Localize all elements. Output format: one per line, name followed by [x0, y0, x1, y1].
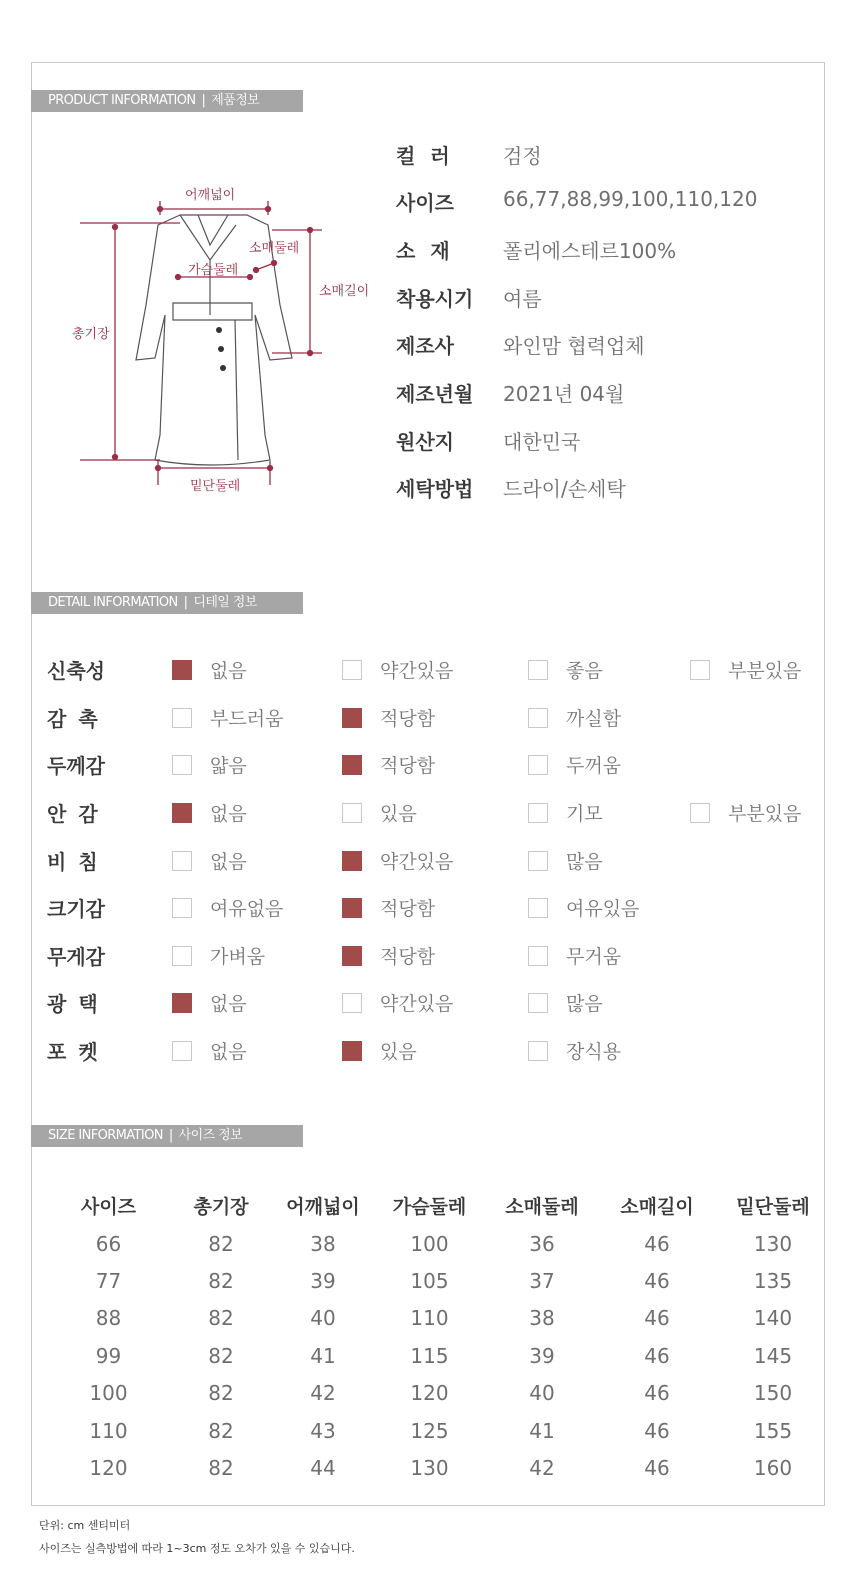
- checked-checkbox: [342, 946, 362, 966]
- unchecked-checkbox: [172, 946, 192, 966]
- table-cell: 38: [529, 1306, 555, 1331]
- detail-option-label: 없음: [210, 1041, 247, 1063]
- size-table: [50, 1185, 828, 1487]
- info-value: 검정: [503, 144, 542, 168]
- coat-diagram: [60, 175, 390, 505]
- detail-label: 크기감: [47, 897, 105, 921]
- checked-checkbox: [342, 851, 362, 871]
- table-cell: 105: [410, 1269, 449, 1294]
- detail-option-label: 없음: [210, 851, 247, 873]
- checked-checkbox: [172, 660, 192, 680]
- product-info-separator: |: [201, 93, 206, 108]
- table-cell: 130: [410, 1456, 449, 1481]
- info-value: 2021년 04월: [503, 382, 625, 406]
- detail-label: 감촉: [47, 707, 110, 731]
- table-row: [50, 1262, 828, 1299]
- unchecked-checkbox: [528, 1041, 548, 1061]
- product-info-header: [31, 90, 303, 112]
- table-cell: 39: [310, 1269, 336, 1294]
- detail-option-label: 약간있음: [380, 660, 454, 682]
- table-cell: 100: [89, 1381, 128, 1406]
- info-label: 사이즈: [396, 191, 454, 215]
- table-cell: 88: [95, 1306, 122, 1331]
- table-cell: 66: [95, 1231, 122, 1256]
- table-row: [50, 1337, 828, 1374]
- table-cell: 135: [753, 1269, 793, 1294]
- table-cell: 46: [644, 1231, 670, 1256]
- detail-option-label: 여유없음: [210, 898, 284, 920]
- detail-option-label: 장식용: [566, 1041, 622, 1063]
- size-column-header: 사이즈: [80, 1195, 137, 1218]
- info-label: 원산지: [396, 430, 454, 454]
- unchecked-checkbox: [172, 755, 192, 775]
- detail-info-title-ko: 디테일 정보: [193, 595, 257, 610]
- table-cell: 82: [208, 1269, 234, 1294]
- size-info-header: [31, 1125, 303, 1147]
- size-column-header: 소매둘레: [505, 1195, 579, 1218]
- size-table-header: [50, 1185, 828, 1225]
- table-cell: 41: [310, 1343, 336, 1368]
- info-value: 폴리에스테르100%: [503, 239, 677, 263]
- detail-info-separator: |: [183, 595, 188, 610]
- detail-option-label: 적당함: [380, 708, 436, 730]
- unchecked-checkbox: [528, 803, 548, 823]
- detail-label: 안감: [47, 802, 110, 826]
- unchecked-checkbox: [690, 803, 710, 823]
- detail-info-title-en: DETAIL INFORMATION: [48, 595, 178, 610]
- info-label: 세탁방법: [396, 477, 474, 501]
- size-table-body: [50, 1225, 828, 1487]
- table-cell: 100: [410, 1231, 449, 1256]
- unchecked-checkbox: [690, 660, 710, 680]
- info-label: 컬러: [396, 144, 465, 168]
- detail-option-label: 적당함: [380, 946, 436, 968]
- table-cell: 41: [529, 1418, 555, 1443]
- detail-option-label: 부분있음: [728, 660, 802, 682]
- unchecked-checkbox: [342, 660, 362, 680]
- detail-option-label: 여유있음: [566, 898, 640, 920]
- detail-option-label: 적당함: [380, 898, 436, 920]
- size-info-title-en: SIZE INFORMATION: [48, 1128, 163, 1143]
- table-cell: 160: [753, 1456, 793, 1481]
- table-cell: 46: [644, 1343, 670, 1368]
- table-cell: 120: [89, 1456, 128, 1481]
- tolerance-note: 사이즈는 실측방법에 따라 1~3cm 정도 오차가 있을 수 있습니다.: [39, 1542, 355, 1555]
- table-row: [50, 1300, 828, 1337]
- table-cell: 82: [208, 1456, 234, 1481]
- table-cell: 46: [644, 1418, 670, 1443]
- info-value: 66,77,88,99,100,110,120: [503, 187, 758, 211]
- table-cell: 46: [644, 1306, 670, 1331]
- unchecked-checkbox: [172, 1041, 192, 1061]
- table-cell: 110: [89, 1418, 128, 1443]
- sleeve-circ-label: 소매둘레: [249, 241, 300, 256]
- chest-label: 가슴둘레: [188, 263, 239, 278]
- table-cell: 44: [310, 1456, 336, 1481]
- table-cell: 82: [208, 1418, 234, 1443]
- detail-label: 포켓: [47, 1040, 110, 1064]
- detail-option-label: 없음: [210, 993, 247, 1015]
- unchecked-checkbox: [528, 946, 548, 966]
- unchecked-checkbox: [528, 755, 548, 775]
- detail-option-label: 많음: [566, 993, 603, 1015]
- table-cell: 125: [410, 1418, 449, 1443]
- detail-label: 두께감: [47, 754, 105, 778]
- unchecked-checkbox: [172, 898, 192, 918]
- table-cell: 46: [644, 1456, 670, 1481]
- detail-option-label: 있음: [380, 803, 417, 825]
- size-info-separator: |: [168, 1128, 173, 1143]
- table-cell: 140: [753, 1306, 793, 1331]
- size-column-header: 총기장: [193, 1195, 249, 1218]
- info-value: 와인맘 협력업체: [503, 334, 645, 358]
- info-label: 착용시기: [396, 287, 474, 311]
- table-cell: 46: [644, 1381, 670, 1406]
- table-cell: 42: [310, 1381, 336, 1406]
- detail-label: 광택: [47, 992, 110, 1016]
- detail-option-label: 부분있음: [728, 803, 802, 825]
- checked-checkbox: [342, 708, 362, 728]
- table-cell: 36: [529, 1231, 555, 1256]
- info-label: 제조사: [396, 334, 454, 358]
- detail-option-label: 까실함: [566, 708, 622, 730]
- size-column-header: 밑단둘레: [736, 1195, 810, 1218]
- unchecked-checkbox: [528, 993, 548, 1013]
- size-info-title-ko: 사이즈 정보: [178, 1128, 242, 1143]
- detail-option-label: 얇음: [210, 755, 247, 777]
- size-column-header: 어깨넓이: [286, 1195, 360, 1218]
- detail-option-label: 두꺼움: [566, 755, 622, 777]
- detail-option-label: 약간있음: [380, 851, 454, 873]
- unchecked-checkbox: [528, 708, 548, 728]
- table-cell: 43: [310, 1418, 336, 1443]
- detail-option-label: 없음: [210, 660, 247, 682]
- table-cell: 82: [208, 1231, 234, 1256]
- detail-label: 무게감: [47, 945, 105, 969]
- info-value: 여름: [503, 287, 542, 311]
- detail-option-label: 많음: [566, 851, 603, 873]
- table-cell: 37: [529, 1269, 555, 1294]
- shoulder-label: 어깨넓이: [185, 188, 236, 203]
- unchecked-checkbox: [528, 660, 548, 680]
- table-cell: 38: [310, 1231, 336, 1256]
- table-cell: 39: [529, 1343, 555, 1368]
- size-column-header: 가슴둘레: [392, 1195, 467, 1218]
- table-cell: 40: [529, 1381, 555, 1406]
- hem-label: 밑단둘레: [190, 479, 241, 494]
- checked-checkbox: [342, 755, 362, 775]
- table-cell: 42: [529, 1456, 555, 1481]
- detail-option-label: 약간있음: [380, 993, 454, 1015]
- table-cell: 82: [208, 1343, 234, 1368]
- detail-option-label: 기모: [566, 803, 603, 825]
- detail-option-label: 무거움: [566, 946, 622, 968]
- info-label: 소재: [396, 239, 465, 263]
- checked-checkbox: [172, 993, 192, 1013]
- detail-option-label: 가벼움: [210, 946, 266, 968]
- detail-label: 신축성: [47, 659, 105, 683]
- detail-label: 비침: [47, 850, 110, 874]
- size-column-header: 소매길이: [620, 1195, 694, 1218]
- table-row: [50, 1225, 828, 1262]
- table-cell: 77: [95, 1269, 122, 1294]
- table-cell: 115: [410, 1343, 449, 1368]
- table-cell: 120: [410, 1381, 449, 1406]
- detail-option-label: 좋음: [566, 660, 603, 682]
- table-row: [50, 1449, 828, 1486]
- product-info-title-en: PRODUCT INFORMATION: [48, 93, 196, 108]
- table-row: [50, 1375, 828, 1412]
- checked-checkbox: [342, 1041, 362, 1061]
- unit-note: 단위: cm 센티미터: [39, 1519, 131, 1532]
- table-cell: 82: [208, 1381, 234, 1406]
- detail-option-label: 적당함: [380, 755, 436, 777]
- checked-checkbox: [172, 803, 192, 823]
- product-info-title-ko: 제품정보: [211, 93, 260, 108]
- detail-option-label: 있음: [380, 1041, 417, 1063]
- unchecked-checkbox: [172, 851, 192, 871]
- table-cell: 150: [753, 1381, 793, 1406]
- table-cell: 130: [753, 1231, 793, 1256]
- sleeve-length-label: 소매길이: [319, 284, 370, 299]
- unchecked-checkbox: [172, 708, 192, 728]
- unchecked-checkbox: [528, 898, 548, 918]
- table-cell: 110: [410, 1306, 449, 1331]
- table-cell: 82: [208, 1306, 234, 1331]
- unchecked-checkbox: [528, 851, 548, 871]
- detail-info-header: [31, 592, 303, 614]
- info-value: 드라이/손세탁: [503, 477, 626, 501]
- info-label: 제조년월: [396, 382, 474, 406]
- info-value: 대한민국: [503, 430, 581, 454]
- total-length-label: 총기장: [72, 327, 110, 342]
- table-cell: 99: [95, 1343, 122, 1368]
- table-cell: 46: [644, 1269, 670, 1294]
- detail-option-label: 없음: [210, 803, 247, 825]
- table-cell: 155: [753, 1418, 793, 1443]
- table-cell: 145: [753, 1343, 793, 1368]
- unchecked-checkbox: [342, 803, 362, 823]
- table-cell: 40: [310, 1306, 336, 1331]
- unchecked-checkbox: [342, 993, 362, 1013]
- table-row: [50, 1412, 828, 1449]
- detail-option-label: 부드러움: [210, 708, 284, 730]
- checked-checkbox: [342, 898, 362, 918]
